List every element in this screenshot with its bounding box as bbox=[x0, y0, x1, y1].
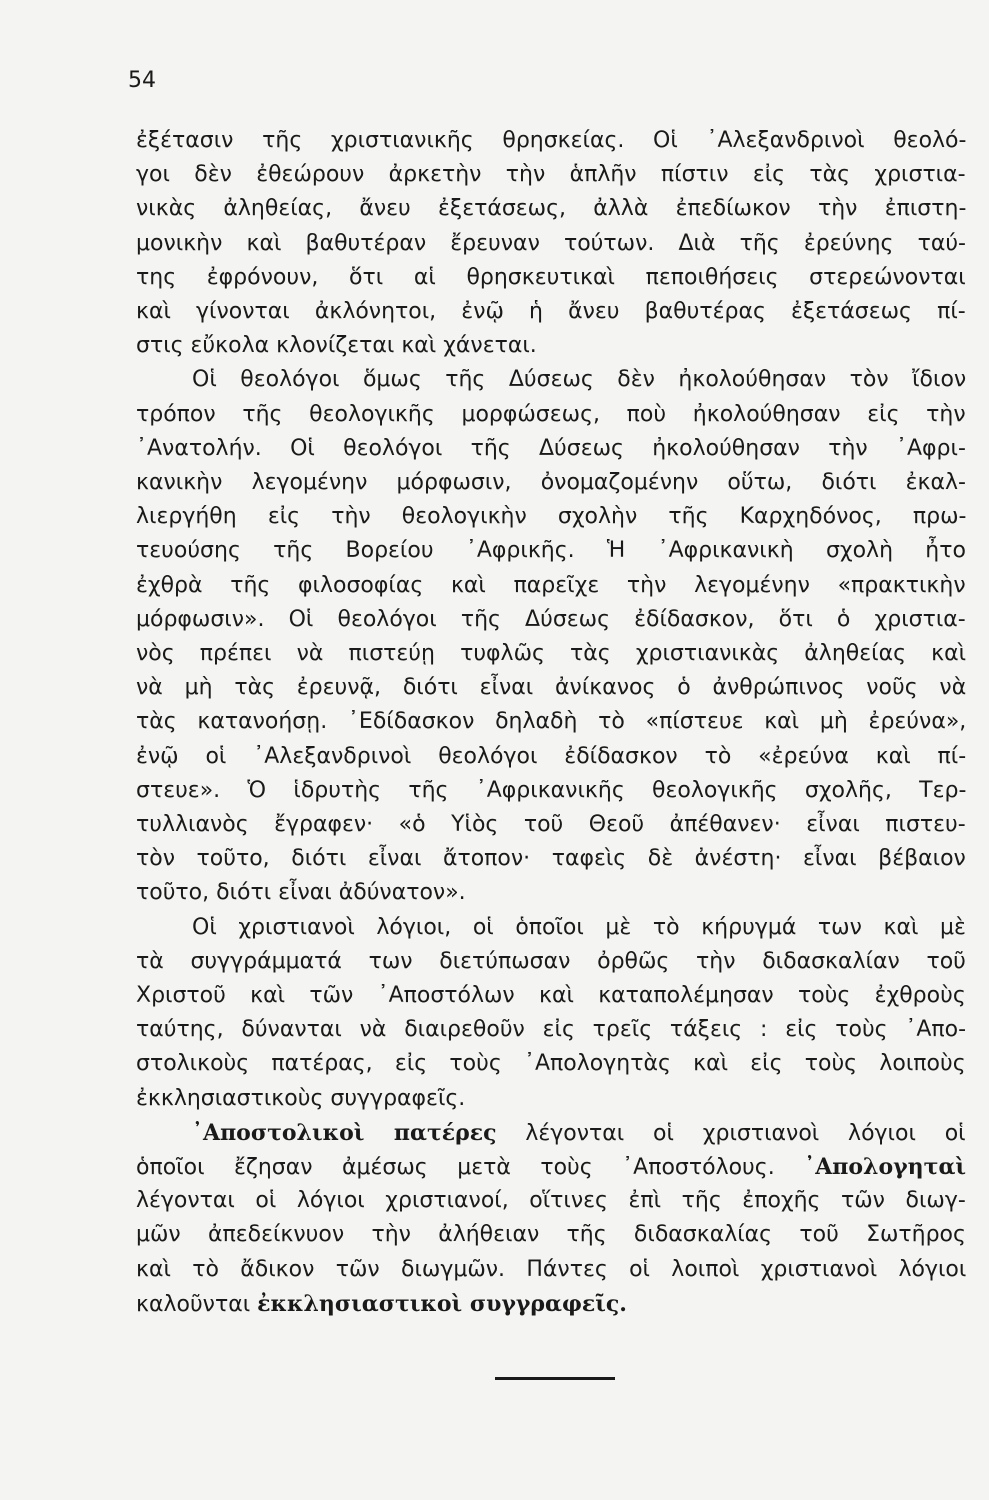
text-segment: Χριστοῦ καὶ τῶν ᾿Αποστόλων καὶ καταπολέμησαν τοὺς ἐχθροὺς bbox=[136, 983, 966, 1008]
text-line bbox=[136, 500, 966, 534]
text-segment: στευε». Ὁ ἱδρυτὴς τῆς ᾿Αφρικανικῆς θεολογικῆς σχολῆς, Τερ- bbox=[136, 777, 967, 803]
text-line bbox=[136, 842, 966, 876]
text-segment: καὶ γίνονται ἀκλόνητοι, ἐνῷ ἡ ἄνευ βαθυτέρας ἐξετάσεως πί- bbox=[136, 299, 966, 324]
text-line bbox=[136, 705, 966, 739]
text-line bbox=[136, 158, 966, 192]
text-line bbox=[136, 1253, 966, 1287]
text-line bbox=[136, 432, 966, 466]
text-line bbox=[136, 192, 966, 226]
text-line bbox=[136, 876, 466, 910]
bold-term: ἐκκλησιαστικοὶ συγγραφεῖς. bbox=[257, 1290, 627, 1317]
text-segment: κανικὴν λεγομένην μόρφωσιν, ὀνομαζομένην οὕτω, διότι ἐκαλ- bbox=[136, 470, 966, 495]
text-segment: μονικὴν καὶ βαθυτέραν ἔρευναν τούτων. Διὰ τῆς ἐρεύνης ταύ- bbox=[136, 230, 966, 256]
text-line bbox=[136, 1184, 966, 1218]
text-line bbox=[136, 227, 966, 261]
text-segment: λέγονται οἱ χριστιανοὶ λόγιοι οἱ bbox=[496, 1120, 966, 1146]
text-segment: μῶν ἀπεδείκνυον τὴν ἀλήθειαν τῆς διδασκαλίας τοῦ Σωτῆρος bbox=[136, 1222, 966, 1248]
text-line bbox=[136, 740, 966, 774]
text-segment: Οἱ χριστιανοὶ λόγιοι, οἱ ὁποῖοι μὲ τὸ κήρυγμά των καὶ μὲ bbox=[192, 914, 966, 940]
text-segment: ἐχθρὰ τῆς φιλοσοφίας καὶ παρεῖχε τὴν λεγομένην «πρακτικὴν bbox=[136, 572, 966, 598]
text-segment: τὰ συγγράμματά των διετύπωσαν ὀρθῶς τὴν διδασκαλίαν τοῦ bbox=[136, 948, 966, 974]
text-segment: τὸν τοῦτο, διότι εἶναι ἄτοπον· ταφεὶς δὲ ἀνέστη· εἶναι βέβαιον bbox=[136, 846, 966, 872]
text-line bbox=[136, 1013, 966, 1047]
bold-term: ᾿Αποστολικοὶ πατέρες bbox=[192, 1119, 497, 1146]
text-segment: τυλλιανὸς ἔγραφεν· «ὁ Υἱὸς τοῦ Θεοῦ ἀπέθανεν· εἶναι πιστευ- bbox=[136, 812, 966, 837]
text-segment: Οἱ θεολόγοι ὅμως τῆς Δύσεως δὲν ἠκολούθησαν τὸν ἴδιον bbox=[192, 367, 967, 393]
text-line bbox=[136, 979, 966, 1013]
text-segment: μόρφωσιν». Οἱ θεολόγοι τῆς Δύσεως ἐδίδασκον, ὅτι ὁ χριστια- bbox=[136, 606, 966, 632]
text-segment: της ἐφρόνουν, ὅτι αἱ θρησκευτικαὶ πεποιθήσεις στερεώνονται bbox=[136, 264, 966, 290]
text-segment: λέγονται οἱ λόγιοι χριστιανοί, οἵτινες ἐπὶ τῆς ἐποχῆς τῶν διωγ- bbox=[136, 1188, 966, 1214]
text-line bbox=[136, 534, 966, 568]
text-line bbox=[136, 603, 966, 637]
text-segment: ᾿Ανατολήν. Οἱ θεολόγοι τῆς Δύσεως ἠκολούθησαν τὴν ᾿Αφρι- bbox=[136, 435, 966, 461]
text-segment: τὰς κατανοήσῃ. ᾿Εδίδασκον δηλαδὴ τὸ «πίστευε καὶ μὴ ἐρεύνα», bbox=[136, 709, 967, 735]
text-segment: στολικοὺς πατέρας, εἰς τοὺς ᾿Απολογητὰς καὶ εἰς τοὺς λοιποὺς bbox=[136, 1051, 966, 1077]
text-segment: ἐκκλησιαστικοὺς συγγραφεῖς. bbox=[136, 1085, 466, 1111]
text-line bbox=[192, 911, 966, 945]
text-line bbox=[136, 398, 966, 432]
text-line bbox=[136, 1047, 966, 1081]
text-segment: νικὰς ἀληθείας, ἄνευ ἐξετάσεως, ἀλλὰ ἐπεδίωκον τὴν ἐπιστη- bbox=[136, 196, 967, 222]
text-segment: στις εὔκολα κλονίζεται καὶ χάνεται. bbox=[136, 333, 537, 359]
text-line bbox=[136, 1287, 627, 1321]
text-segment: ἐξέτασιν τῆς χριστιανικῆς θρησκείας. Οἱ ᾿Αλεξανδρινοὶ θεολό- bbox=[136, 128, 967, 153]
text-segment: ὁποῖοι ἔζησαν ἀμέσως μετὰ τοὺς ᾿Αποστόλους. bbox=[136, 1155, 805, 1180]
text-line bbox=[136, 295, 966, 329]
text-line bbox=[136, 1218, 966, 1252]
text-segment: τοῦτο, διότι εἶναι ἀδύνατον». bbox=[136, 880, 466, 906]
text-line bbox=[136, 124, 966, 158]
text-line bbox=[136, 637, 966, 671]
text-segment: καλοῦνται bbox=[136, 1291, 258, 1317]
text-line bbox=[136, 261, 966, 295]
text-line bbox=[136, 1150, 966, 1184]
text-segment: νὰ μὴ τὰς ἐρευνᾷ, διότι εἶναι ἀνίκανος ὁ ἀνθρώπινος νοῦς νὰ bbox=[136, 675, 967, 701]
text-line bbox=[136, 945, 966, 979]
text-segment: γοι δὲν ἐθεώρουν ἀρκετὴν τὴν ἁπλῆν πίστιν εἰς τὰς χριστια- bbox=[136, 162, 966, 188]
text-line bbox=[136, 329, 537, 363]
text-segment: καὶ τὸ ἄδικον τῶν διωγμῶν. Πάντες οἱ λοιποὶ χριστιανοὶ λόγιοι bbox=[136, 1256, 967, 1282]
end-of-section-rule bbox=[495, 1377, 615, 1380]
text-line bbox=[136, 808, 966, 842]
text-segment: λιεργήθη εἰς τὴν θεολογικὴν σχολὴν τῆς Καρχηδόνος, πρω- bbox=[136, 504, 967, 530]
text-line bbox=[136, 1082, 465, 1116]
text-segment: τευούσης τῆς Βορείου ᾿Αφρικῆς. Ἡ ᾿Αφρικανικὴ σχολὴ ἦτο bbox=[136, 538, 966, 564]
text-line bbox=[136, 671, 966, 705]
text-segment: τρόπον τῆς θεολογικῆς μορφώσεως, ποὺ ἠκολούθησαν εἰς τὴν bbox=[136, 401, 966, 427]
text-line bbox=[136, 569, 966, 603]
text-line bbox=[192, 1116, 966, 1150]
bold-term: ᾿Απολογηταὶ bbox=[804, 1154, 967, 1180]
text-segment: ἐνῷ οἱ ᾿Αλεξανδρινοὶ θεολόγοι ἐδίδασκον τὸ «ἐρεύνα καὶ πί- bbox=[136, 743, 967, 769]
page-number: 54 bbox=[128, 68, 156, 93]
text-segment: ταύτης, δύνανται νὰ διαιρεθοῦν εἰς τρεῖς τάξεις : εἰς τοὺς ᾿Απο- bbox=[136, 1017, 967, 1043]
text-line bbox=[136, 774, 966, 808]
text-line bbox=[192, 363, 966, 397]
text-line bbox=[136, 466, 966, 500]
text-segment: νὸς πρέπει νὰ πιστεύῃ τυφλῶς τὰς χριστιανικὰς ἀληθείας καὶ bbox=[136, 641, 967, 666]
